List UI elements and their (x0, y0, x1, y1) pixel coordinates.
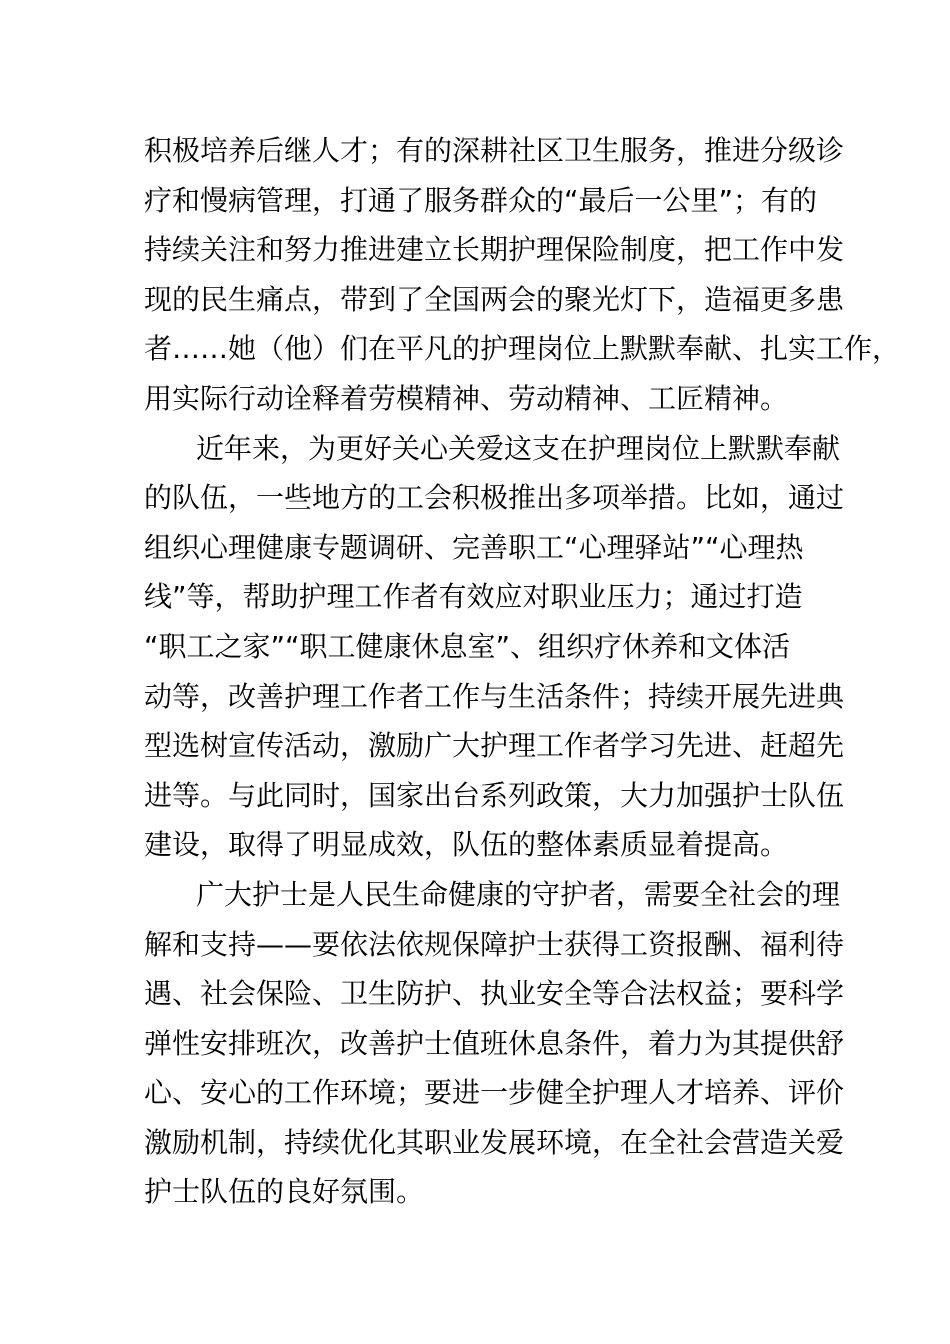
paragraph-first-line: 广大护士是人民生命健康的守护者，需要全社会的理 (196, 877, 841, 911)
text-line: 积极培养后继人才；有的深耕社区卫生服务，推进分级诊 (144, 134, 845, 167)
text-line: 现的民生痛点，带到了全国两会的聚光灯下，造福更多患 (144, 282, 845, 316)
text-line: 者……她（他）们在平凡的护理岗位上默默奉献、扎实工作， (144, 332, 901, 366)
text-line: 的队伍，一些地方的工会积极推出多项举措。比如，通过 (144, 481, 845, 515)
text-line: 弹性安排班次，改善护士值班休息条件，着力为其提供舒 (144, 1026, 845, 1060)
text-line: 疗和慢病管理，打通了服务群众的“最后一公里”；有的 (144, 183, 818, 217)
text-line: 进等。与此同时，国家出台系列政策，大力加强护士队伍 (144, 778, 845, 812)
text-line: 护士队伍的良好氛围。 (144, 1175, 425, 1209)
body-text (144, 126, 901, 1217)
text-line: “职工之家”“职工健康休息室”、组织疗休养和文体活 (144, 629, 791, 663)
text-line: 解和支持——要依法依规保障护士获得工资报酬、福利待 (144, 927, 845, 961)
text-line: 遇、社会保险、卫生防护、执业安全等合法权益；要科学 (144, 977, 845, 1011)
text-line: 心、安心的工作环境；要进一步健全护理人才培养、评价 (144, 1076, 845, 1110)
text-line: 用实际行动诠释着劳模精神、劳动精神、工匠精神。 (144, 381, 789, 415)
text-line: 型选树宣传活动，激励广大护理工作者学习先进、赶超先 (144, 729, 845, 763)
text-line: 动等，改善护理工作者工作与生活条件；持续开展先进典 (144, 679, 845, 713)
text-line: 线”等，帮助护理工作者有效应对职业压力；通过打造 (144, 580, 803, 614)
text-line: 激励机制，持续优化其职业发展环境，在全社会营造关爱 (144, 1125, 845, 1159)
text-line: 组织心理健康专题调研、完善职工“心理驿站”“心理热 (144, 530, 804, 564)
text-line: 持续关注和努力推进建立长期护理保险制度，把工作中发 (144, 233, 845, 267)
paragraph-first-line: 近年来，为更好关心关爱这支在护理岗位上默默奉献 (196, 431, 841, 465)
text-line: 建设，取得了明显成效，队伍的整体素质显着提高。 (144, 828, 789, 862)
